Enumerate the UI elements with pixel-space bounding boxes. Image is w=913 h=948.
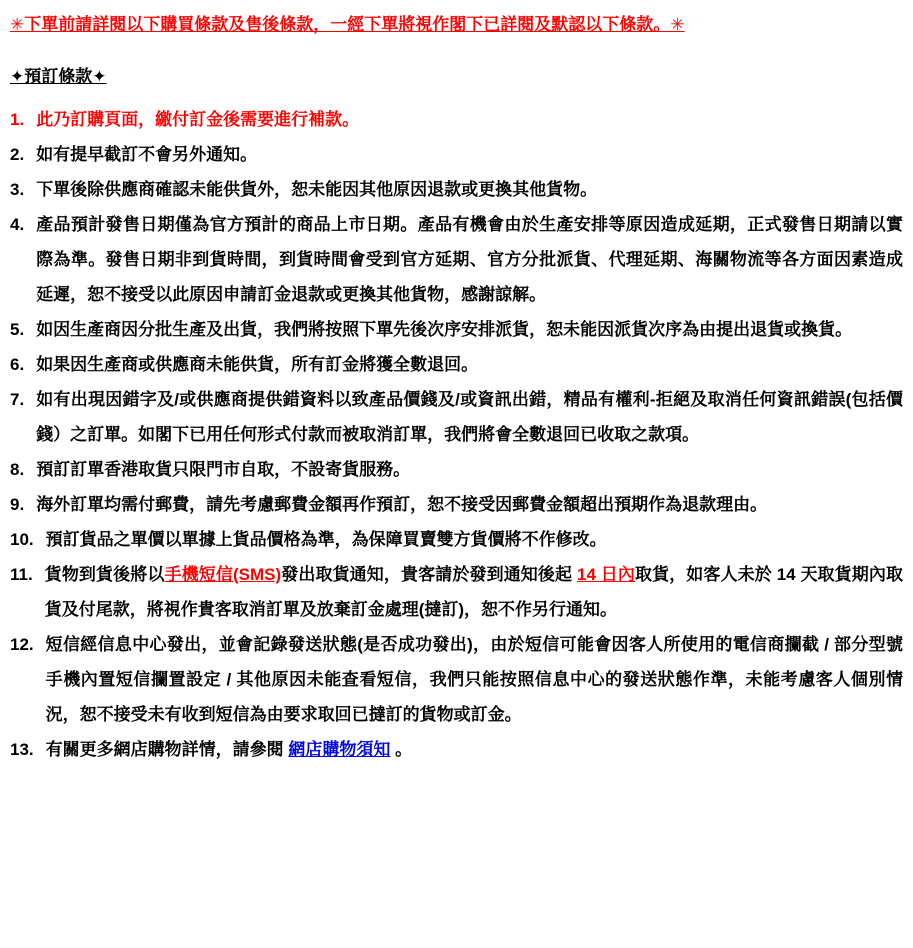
term-item-4 (10, 207, 903, 312)
term-segment: 貨物到貨後將以 (44, 565, 165, 584)
term-item-13 (10, 732, 903, 767)
highlighted-text: 14 日內 (576, 565, 635, 584)
term-text (46, 732, 903, 767)
term-segment: 下單後除供應商確認未能供貨外，恕未能因其他原因退款或更換其他貨物。 (36, 180, 598, 199)
term-number: 3. (10, 180, 25, 199)
term-segment: 預訂訂單香港取貨只限門市自取，不設寄貨服務。 (36, 460, 411, 479)
term-text (36, 137, 903, 172)
term-number: 2. (10, 145, 25, 164)
term-text (36, 207, 903, 312)
term-segment: 有關更多網店購物詳情，請參閱 (45, 740, 289, 759)
term-number: 13. (10, 740, 34, 759)
store-shopping-guide-link[interactable]: 網店購物須知 (288, 740, 391, 759)
term-item-11 (10, 557, 903, 627)
term-number: 7. (10, 390, 25, 409)
term-text (36, 452, 903, 487)
purchase-notice-banner: ✳下單前請詳閱以下購買條款及售後條款，一經下單將視作閣下已詳閱及默認以下條款。✳ (10, 15, 685, 34)
term-segment: 。 (390, 740, 413, 759)
term-segment: 此乃訂購頁面，繳付訂金後需要進行補款。 (36, 110, 360, 129)
term-segment: 取貨，如客人未於 14 天取貨期內取貨及付尾款，將視作貴客取消訂單及放棄訂金處理(撻訂)，恕不作另行通知。 (44, 565, 904, 619)
term-segment: 發出取貨通知，貴客請於發到通知後起 (281, 565, 577, 584)
term-text (45, 557, 903, 627)
term-item-10 (10, 522, 903, 557)
term-segment: 如有提早截訂不會另外通知。 (36, 145, 258, 164)
term-text (36, 172, 903, 207)
term-item-7 (10, 382, 903, 452)
term-item-5 (10, 312, 903, 347)
term-number: 12. (10, 635, 34, 654)
term-item-12 (10, 627, 903, 732)
term-item-1 (10, 102, 903, 137)
term-segment: 如有出現因錯字及/或供應商提供錯資料以致產品價錢及/或資訊出錯，精品有權利-拒絕及取消任何資訊錯誤(包括價錢）之訂單。如閣下已用任何形式付款而被取消訂單，我們將會全數退回已收取之款項。 (36, 390, 903, 444)
term-item-3 (10, 172, 903, 207)
term-number: 5. (10, 320, 25, 339)
section-title-preorder-terms: ✦預訂條款✦ (10, 67, 107, 86)
term-text (36, 382, 903, 452)
term-item-9 (10, 487, 903, 522)
term-item-6 (10, 347, 903, 382)
term-number: 11. (10, 565, 33, 584)
term-segment: 如因生產商因分批生產及出貨，我們將按照下單先後次序安排派貨，恕未能因派貨次序為由提出退貨或換貨。 (36, 320, 853, 339)
term-item-8 (10, 452, 903, 487)
term-text (36, 102, 903, 137)
terms-list (10, 102, 903, 767)
term-segment: 海外訂單均需付郵費，請先考慮郵費金額再作預訂，恕不接受因郵費金額超出預期作為退款理由。 (36, 495, 768, 514)
term-text (36, 312, 903, 347)
term-number: 4. (10, 215, 25, 234)
term-text (36, 347, 903, 382)
term-number: 9. (10, 495, 25, 514)
term-text (46, 522, 903, 557)
term-text (46, 627, 903, 732)
term-segment: 如果因生產商或供應商未能供貨，所有訂金將獲全數退回。 (36, 355, 479, 374)
term-number: 10. (10, 530, 34, 549)
term-number: 1. (10, 110, 25, 129)
term-segment: 短信經信息中心發出，並會記錄發送狀態(是否成功發出)，由於短信可能會因客人所使用的電信商攔截 / 部分型號手機內置短信攔置設定 / 其他原因未能查看短信，我們只能按照信息中心的發送狀態作準，未能考慮客人個別情況，恕不接受未有收到短信為由要求取回已撻訂的貨物或訂金。 (45, 635, 903, 724)
term-segment: 預訂貨品之單價以單據上貨品價格為準，為保障買賣雙方貨價將不作修改。 (45, 530, 607, 549)
term-number: 8. (10, 460, 25, 479)
term-segment: 產品預計發售日期僅為官方預計的商品上市日期。產品有機會由於生產安排等原因造成延期，正式發售日期請以實際為準。發售日期非到貨時間，到貨時間會受到官方延期、官方分批派貨、代理延期、海關物流等各方面因素造成延遲，恕不接受以此原因申請訂金退款或更換其他貨物，感謝諒解。 (36, 215, 903, 304)
highlighted-text: 手機短信(SMS) (164, 565, 282, 584)
term-text (36, 487, 903, 522)
term-number: 6. (10, 355, 25, 374)
term-item-2 (10, 137, 903, 172)
